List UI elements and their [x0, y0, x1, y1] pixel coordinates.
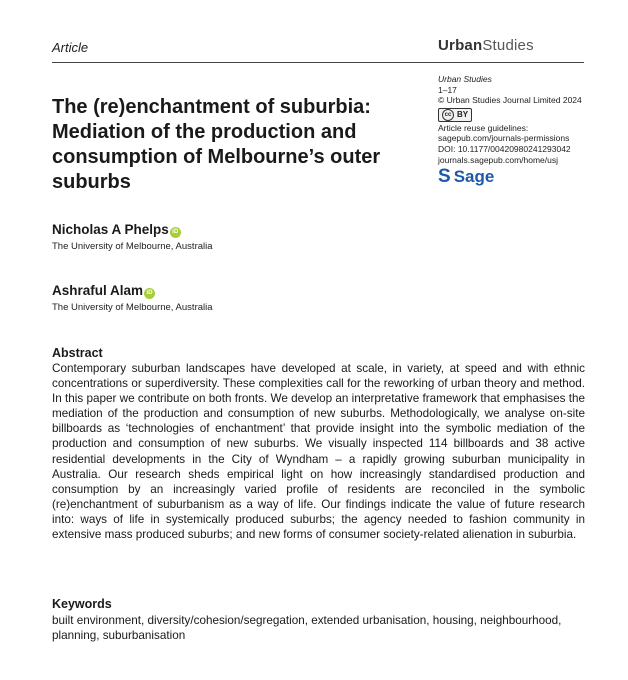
- doi-link[interactable]: DOI: 10.1177/00420980241293042: [438, 143, 571, 154]
- abstract-text: Contemporary suburban landscapes have developed at scale, in variety, at speed and with ethnic concentrations or superdiversity. These complexities call for the reworking of urban theory and method. In this paper we contribute on both fronts. We develop an interpretative framework that emphasises the mediation of the production and consumption of new suburbs. Methodologically, we analyse on-site billboards as ‘technologies of enchantment’ that provide insight into the symbolic mediation of the production and consumption of new suburbs. We visually inspected 114 billboards and 38 active residential developments in the City of Wyndham – a rapidly growing suburban municipality in Australia. Our research sheds empirical light on how increasingly standardised production and consumption by an increasingly varied profile of residents are reconciled in the symbolic (re)enchantment of suburbanism as a way of life. Our findings indicate the value of future research into: ways of life in systemically produced suburbs; the agency needed to fashion community in extensive mass produced suburbs; and new forms of consumer society-related alienation in suburbia.: [52, 362, 585, 542]
- sage-s-icon: S: [438, 166, 451, 187]
- journal-logo-light: Studies: [482, 37, 534, 54]
- cc-icon: cc: [442, 109, 454, 121]
- article-metadata: [438, 74, 618, 165]
- page-range: 1–17: [438, 84, 457, 95]
- reuse-guidelines-label: Article reuse guidelines:: [438, 122, 529, 133]
- cc-license-badge: [438, 106, 618, 123]
- orcid-icon[interactable]: iD: [144, 288, 155, 299]
- header-rule: [52, 62, 584, 63]
- publisher-logo: [438, 166, 494, 188]
- article-type-label: Article: [52, 40, 89, 55]
- keywords-text: built environment, diversity/cohesion/segregation, extended urbanisation, housing, neighbourhood, planning, suburbanisation: [52, 614, 562, 643]
- copyright-line: © Urban Studies Journal Limited 2024: [438, 95, 582, 106]
- author-name: Ashraful Alam: [52, 283, 144, 298]
- cc-by-label: BY: [457, 109, 469, 119]
- author-1: [52, 222, 181, 238]
- reuse-guidelines-link[interactable]: sagepub.com/journals-permissions: [438, 133, 570, 144]
- journal-logo-bold: Urban: [438, 37, 483, 54]
- orcid-icon[interactable]: iD: [170, 227, 181, 238]
- journal-home-link[interactable]: journals.sagepub.com/home/usj: [438, 154, 559, 165]
- author-2: [52, 283, 155, 299]
- author-1-affiliation: The University of Melbourne, Australia: [52, 241, 213, 252]
- journal-name: Urban Studies: [438, 74, 492, 84]
- article-title: The (re)enchantment of suburbia: Mediation of the production and consumption of Melbourne’s outer suburbs: [52, 96, 381, 193]
- keywords-heading: Keywords: [52, 597, 112, 611]
- publisher-name: Sage: [453, 167, 495, 186]
- author-name: Nicholas A Phelps: [52, 222, 169, 237]
- journal-logo: [438, 37, 534, 54]
- abstract-heading: Abstract: [52, 346, 103, 360]
- author-2-affiliation: The University of Melbourne, Australia: [52, 302, 213, 313]
